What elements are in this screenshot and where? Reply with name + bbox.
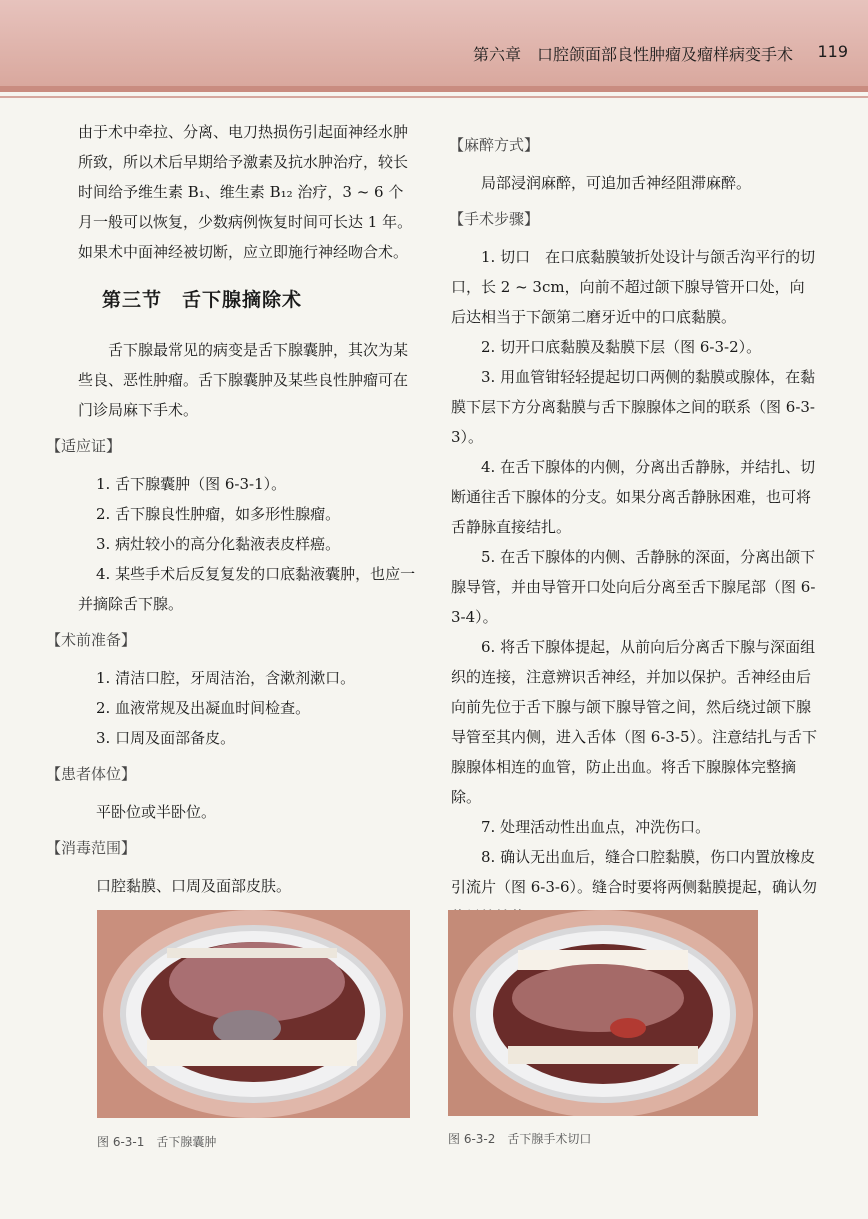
figure-photo-incision — [448, 910, 758, 1116]
header-rule-thin — [0, 96, 868, 98]
intro-paragraph: 由于术中牵拉、分离、电刀热损伤引起面神经水肿所致，所以术后早期给予激素及抗水肿治疗，较长时间给予维生素 B₁、维生素 B₁₂ 治疗，3 ~ 6 个月一般可以恢复，少数病例恢复时间可长达 1 年。如果术中面神经被切断，应立即施行神经吻合术。 — [78, 123, 413, 261]
figure-caption: 图 6-3-2 舌下腺手术切口 — [448, 1132, 592, 1146]
prep-item: 3. 口周及面部备皮。 — [96, 729, 236, 747]
section-title: 第三节 舌下腺摘除术 — [102, 289, 303, 311]
position-label: 【患者体位】 — [46, 765, 137, 783]
figure-caption: 图 6-3-1 舌下腺囊肿 — [97, 1135, 217, 1149]
right-column — [451, 124, 819, 932]
anesthesia-text: 局部浸润麻醉，可追加舌神经阻滞麻醉。 — [481, 174, 752, 192]
mouth-illustration-1 — [97, 910, 410, 1118]
disinfect-label: 【消毒范围】 — [46, 839, 137, 857]
position-text: 平卧位或半卧位。 — [96, 803, 217, 821]
section-intro: 舌下腺最常见的病变是舌下腺囊肿，其次为某些良、恶性肿瘤。舌下腺囊肿及某些良性肿瘤可在门诊局麻下手术。 — [78, 341, 409, 419]
figure-photo-oral-cyst — [97, 910, 410, 1118]
step-item: 5. 在舌下腺体的内侧、舌静脉的深面，分离出颌下腺导管，并由导管开口处向后分离至舌下腺尾部（图 6-3-4）。 — [451, 548, 816, 626]
page-number: 119 — [817, 42, 848, 61]
step-item: 7. 处理活动性出血点，冲洗伤口。 — [481, 818, 711, 836]
anesthesia-label: 【麻醉方式】 — [449, 136, 540, 154]
indication-item: 4. 某些手术后反复复发的口底黏液囊肿，也应一并摘除舌下腺。 — [78, 565, 416, 613]
steps-label: 【手术步骤】 — [449, 210, 540, 228]
indications-label: 【适应证】 — [46, 437, 122, 455]
chapter-title: 第六章 口腔颌面部良性肿瘤及瘤样病变手术 — [472, 45, 793, 64]
prep-item: 2. 血液常规及出凝血时间检查。 — [96, 699, 311, 717]
prep-item: 1. 清洁口腔，牙周洁治，含漱剂漱口。 — [96, 669, 356, 687]
disinfect-text: 口腔黏膜、口周及面部皮肤。 — [96, 877, 292, 895]
step-item: 8. 确认无出血后，缝合口腔黏膜，伤口内置放橡皮引流片（图 6-3-6）。缝合时要将两侧黏膜提起，确认勿 — [451, 848, 818, 896]
left-column — [46, 117, 418, 901]
step-item: 1. 切口 在口底黏膜皱折处设计与颌舌沟平行的切口，长 2 ~ 3cm，向前不超过颌下腺导管开口处，向后达相当于下颌第二磨牙近中的口底黏膜。 — [451, 248, 816, 326]
step-item: 2. 切开口底黏膜及黏膜下层（图 6-3-2）。 — [481, 338, 762, 356]
step-item: 3. 用血管钳轻轻提起切口两侧的黏膜或腺体，在黏膜下层下方分离黏膜与舌下腺腺体之间的联系（图 6-3-3）。 — [451, 368, 816, 446]
step-item: 6. 将舌下腺体提起，从前向后分离舌下腺与深面组织的连接，注意辨识舌神经，并加以保护。舌神经由后向前先位于舌下腺与颌下腺导管之间，然后绕过颌下腺导管至其内侧，进入舌体（图 6-3-5）。注意结扎与舌下腺腺体相连的血管，防止出血。将舌下腺腺体完整摘除。 — [451, 638, 818, 806]
step-item: 4. 在舌下腺体的内侧，分离出舌静脉，并结扎、切断通往舌下腺体的分支。如果分离舌静脉困难，也可将舌静脉直接结扎。 — [451, 458, 816, 536]
mouth-illustration-2 — [448, 910, 758, 1116]
indication-item: 1. 舌下腺囊肿（图 6-3-1）。 — [96, 475, 287, 493]
indication-item: 2. 舌下腺良性肿瘤，如多形性腺瘤。 — [96, 505, 341, 523]
prep-label: 【术前准备】 — [46, 631, 137, 649]
header-rule — [0, 86, 868, 92]
indication-item: 3. 病灶较小的高分化黏液表皮样癌。 — [96, 535, 341, 553]
